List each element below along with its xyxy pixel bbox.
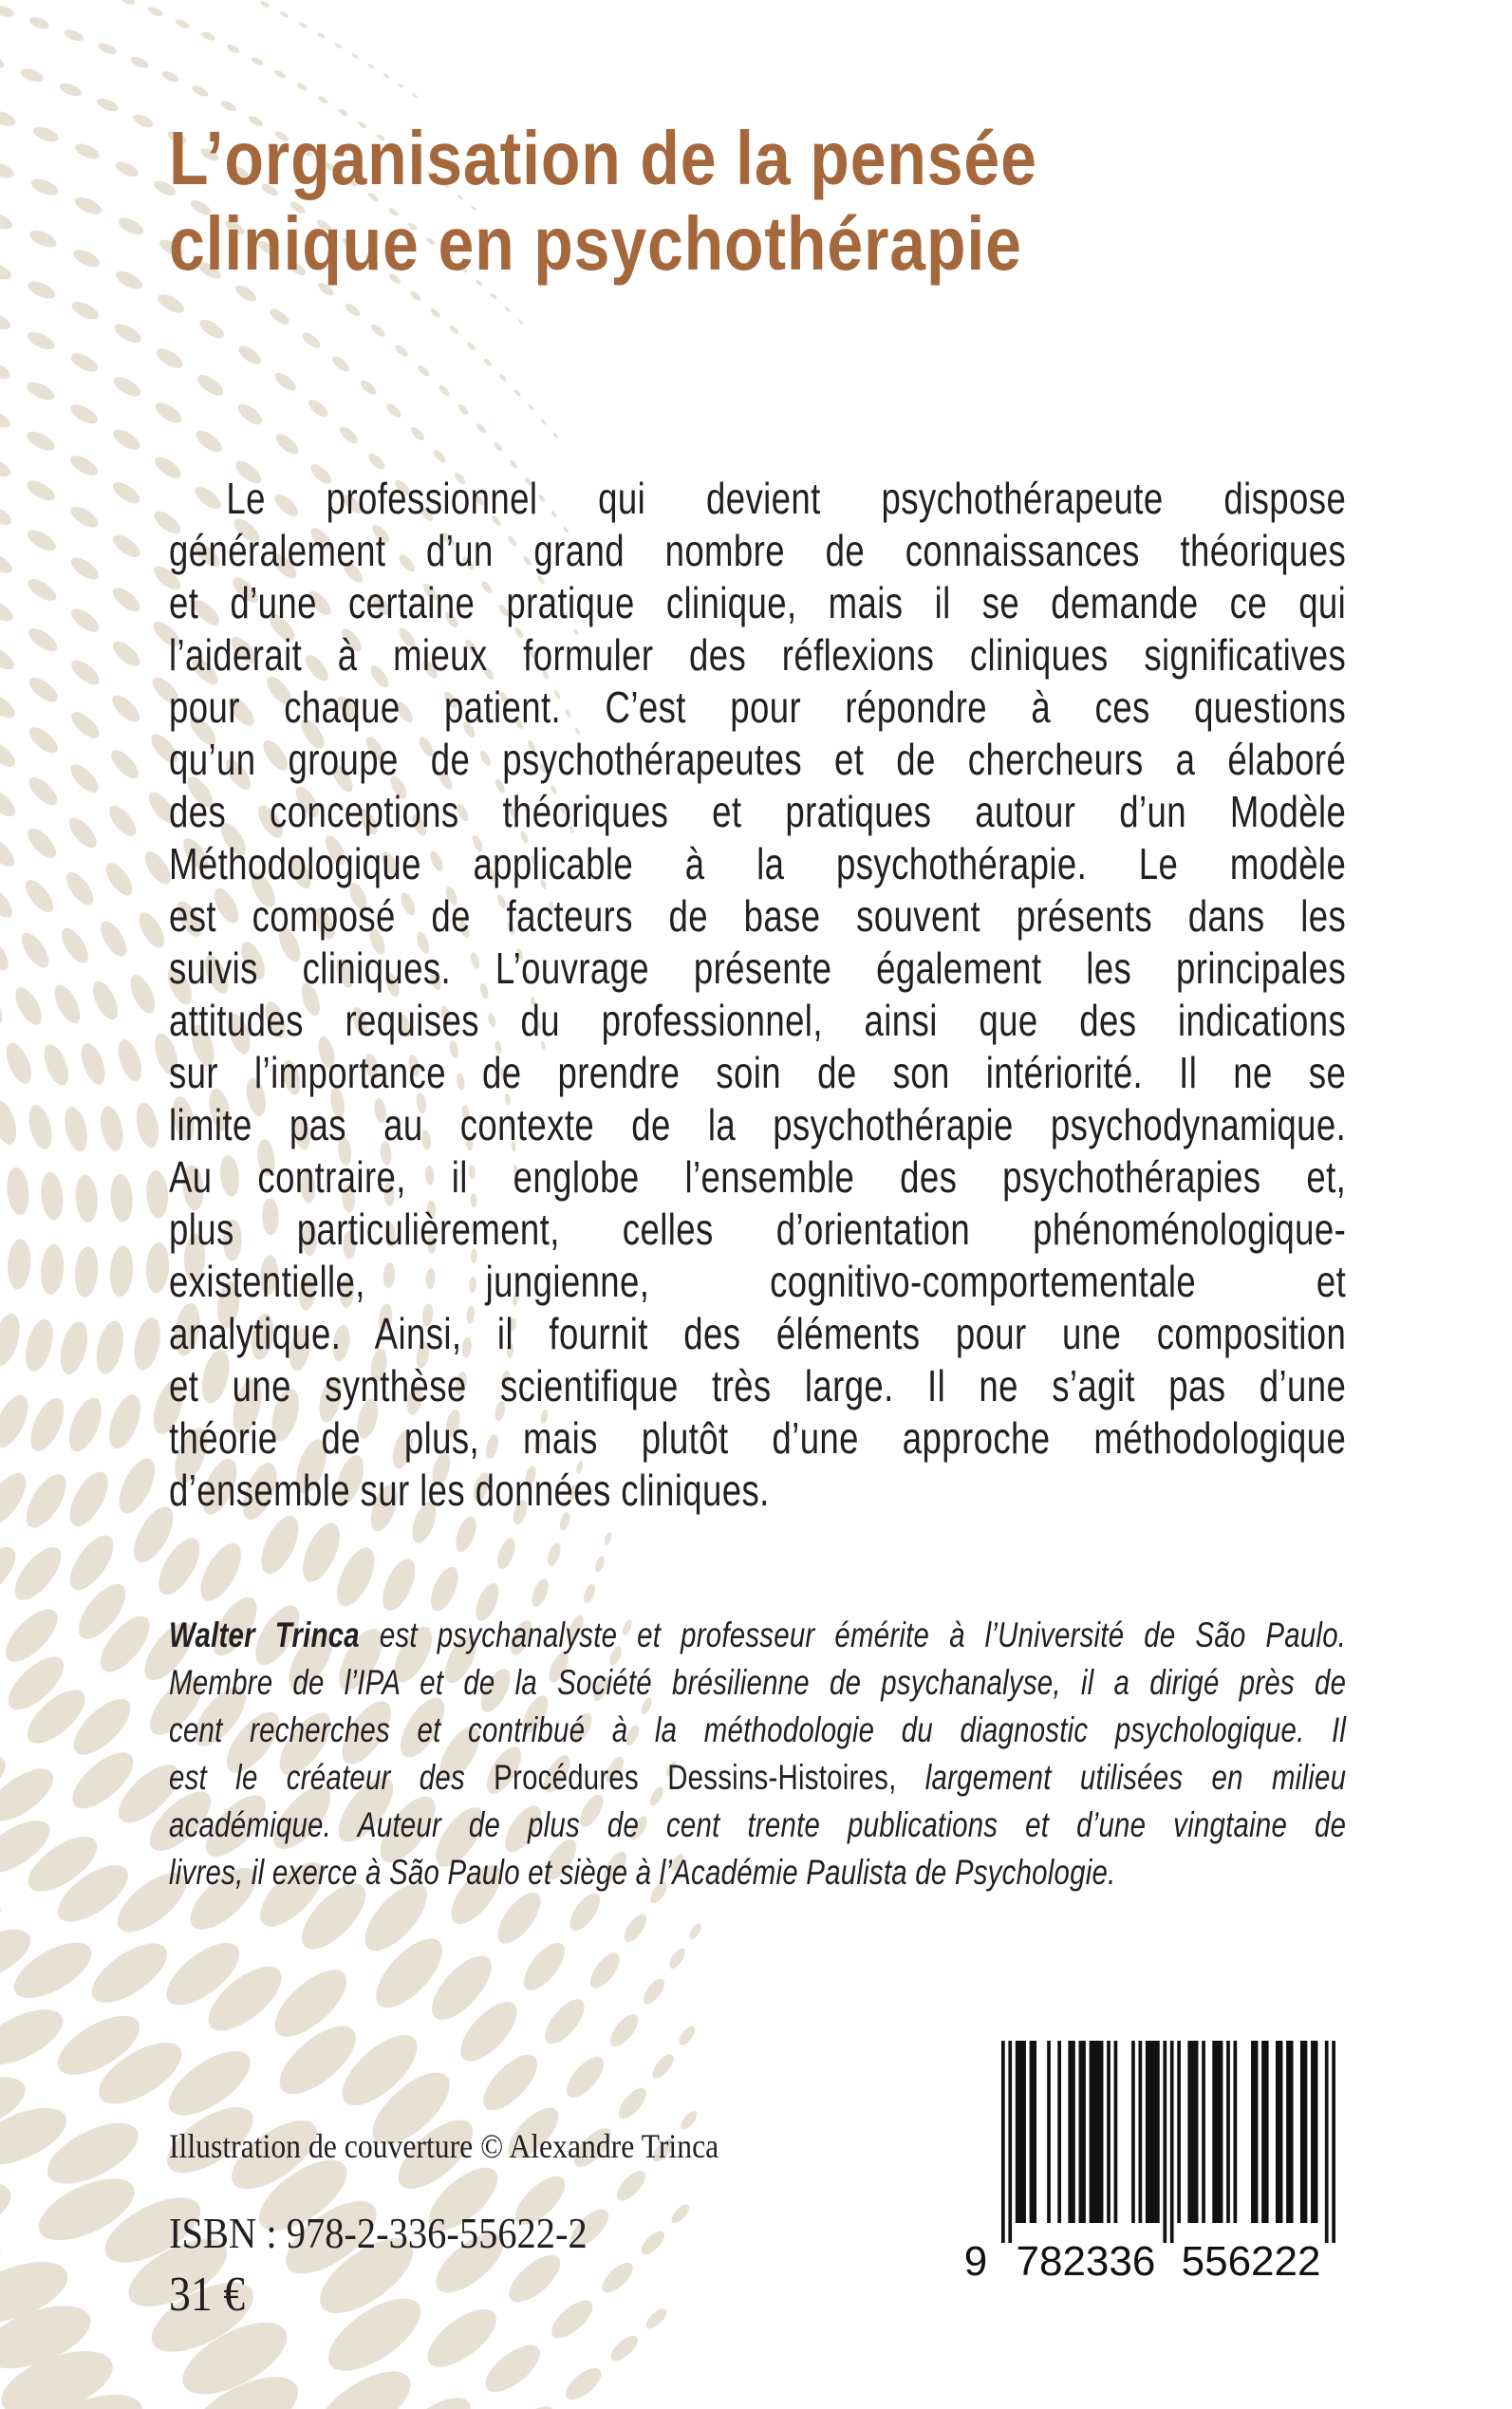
halftone-dot bbox=[432, 448, 448, 464]
halftone-dot bbox=[114, 1036, 146, 1084]
halftone-dot bbox=[527, 403, 534, 411]
halftone-dot bbox=[25, 773, 63, 810]
halftone-dot bbox=[593, 1555, 606, 1573]
halftone-dot bbox=[24, 428, 57, 455]
barcode-bar bbox=[1090, 2041, 1104, 2223]
halftone-dot bbox=[234, 401, 266, 428]
halftone-dot bbox=[517, 319, 524, 326]
halftone-dot bbox=[67, 553, 103, 584]
halftone-dot bbox=[0, 108, 18, 129]
synopsis-line: est composé de facteurs de base souvent présents dans les bbox=[169, 891, 1347, 941]
halftone-dot bbox=[0, 1098, 21, 1148]
halftone-dot bbox=[457, 402, 470, 416]
halftone-dot bbox=[493, 440, 504, 452]
halftone-dot bbox=[0, 1608, 8, 1675]
halftone-dot bbox=[268, 306, 292, 327]
halftone-dot bbox=[0, 737, 19, 771]
halftone-dot bbox=[110, 425, 143, 454]
halftone-dot bbox=[0, 1391, 35, 1453]
halftone-dot bbox=[116, 215, 146, 238]
halftone-dot bbox=[70, 246, 103, 271]
book-title-line-1: L’organisation de la pensée bbox=[169, 116, 1037, 200]
halftone-dot bbox=[67, 502, 102, 532]
halftone-dot bbox=[529, 1577, 551, 1609]
halftone-dot bbox=[552, 432, 559, 439]
halftone-dot bbox=[317, 95, 329, 105]
halftone-dot bbox=[516, 1936, 572, 1997]
halftone-dot bbox=[612, 2166, 650, 2205]
barcode-bar bbox=[1163, 2041, 1167, 2243]
halftone-dot bbox=[0, 832, 19, 871]
halftone-dot bbox=[279, 10, 289, 19]
halftone-dot bbox=[298, 21, 308, 29]
halftone-dot bbox=[0, 1311, 25, 1369]
barcode-bar bbox=[1251, 2041, 1258, 2223]
halftone-dot bbox=[69, 298, 102, 323]
halftone-dot bbox=[62, 1466, 115, 1532]
halftone-dot bbox=[412, 93, 419, 99]
author-bio-paragraph bbox=[169, 1612, 1346, 1896]
halftone-dot bbox=[330, 354, 352, 374]
ean13-barcode bbox=[961, 2041, 1340, 2280]
halftone-dot bbox=[66, 760, 103, 797]
bio-line: Walter Trinca est psychanalyste et professeur émérite à l’Université de São Paulo. bbox=[169, 1615, 1347, 1654]
halftone-dot bbox=[7, 1540, 69, 1608]
halftone-dot bbox=[83, 1933, 177, 2014]
isbn-label: ISBN : 978-2-336-55622-2 bbox=[169, 2209, 588, 2257]
halftone-dot bbox=[101, 859, 137, 900]
halftone-dot bbox=[329, 1542, 382, 1612]
halftone-dot bbox=[582, 1582, 598, 1605]
barcode-digit-lead: 9 bbox=[963, 2238, 988, 2280]
halftone-dot bbox=[67, 452, 101, 479]
halftone-dot bbox=[19, 66, 46, 84]
halftone-dot bbox=[437, 383, 451, 398]
halftone-dot bbox=[92, 1318, 128, 1376]
halftone-dot bbox=[513, 388, 522, 397]
halftone-dot bbox=[152, 399, 185, 427]
halftone-dot bbox=[74, 1174, 100, 1223]
halftone-dot bbox=[160, 69, 180, 84]
halftone-dot bbox=[16, 928, 54, 972]
halftone-dot bbox=[666, 1946, 688, 1971]
halftone-dot bbox=[73, 140, 102, 161]
barcode-bar bbox=[1008, 2041, 1012, 2243]
barcode-bar bbox=[1068, 2041, 1074, 2223]
synopsis-line: limite pas au contexte de la psychothérapie psychodynamique. bbox=[169, 1100, 1347, 1149]
halftone-dot bbox=[65, 813, 102, 852]
synopsis-line: Le professionnel qui devient psychothérapeute dispose bbox=[226, 474, 1347, 523]
halftone-dot bbox=[18, 1468, 73, 1535]
barcode-bar bbox=[1030, 2041, 1036, 2223]
halftone-dot bbox=[0, 159, 16, 181]
halftone-dot bbox=[57, 924, 94, 967]
halftone-dot bbox=[0, 501, 14, 529]
synopsis-line: analytique. Ainsi, il fournit des éléments pour une composition bbox=[169, 1309, 1347, 1358]
synopsis-line: théorie de plus, mais plutôt d’une approche méthodologique bbox=[169, 1413, 1347, 1463]
synopsis-line: l’aiderait à mieux formuler des réflexions cliniques significatives bbox=[169, 630, 1347, 680]
halftone-dot bbox=[113, 159, 140, 179]
halftone-dot bbox=[193, 1537, 250, 1607]
halftone-dot bbox=[95, 96, 120, 114]
barcode-bar bbox=[1212, 2041, 1223, 2223]
halftone-dot bbox=[108, 691, 144, 726]
halftone-dot bbox=[25, 624, 61, 655]
halftone-dot bbox=[597, 2258, 638, 2298]
synopsis-paragraph bbox=[169, 473, 1346, 1517]
halftone-dot bbox=[129, 55, 150, 70]
halftone-dot bbox=[103, 1391, 146, 1453]
barcode-bar bbox=[1226, 2041, 1230, 2223]
halftone-dot bbox=[0, 3, 15, 19]
halftone-dot bbox=[687, 1921, 704, 1941]
halftone-dot bbox=[25, 1103, 56, 1152]
halftone-dot bbox=[24, 379, 57, 404]
halftone-dot bbox=[77, 1040, 110, 1088]
halftone-dot bbox=[0, 549, 15, 577]
halftone-dot bbox=[108, 1245, 135, 1298]
halftone-dot bbox=[0, 1759, 62, 1831]
halftone-dot bbox=[585, 1949, 625, 1993]
halftone-dot bbox=[0, 643, 18, 674]
halftone-dot bbox=[112, 321, 144, 347]
halftone-dot bbox=[0, 406, 13, 431]
halftone-dot bbox=[316, 31, 326, 39]
synopsis-line: existentielle, jungienne, cognitivo-comportementale et bbox=[169, 1257, 1347, 1306]
halftone-dot bbox=[97, 1104, 126, 1153]
halftone-dot bbox=[306, 397, 330, 420]
barcode-bar bbox=[1325, 2041, 1329, 2243]
halftone-dot bbox=[1, 1039, 36, 1087]
halftone-dot bbox=[603, 1531, 612, 1545]
halftone-dot bbox=[0, 210, 14, 233]
halftone-dot bbox=[0, 983, 8, 1029]
halftone-dot bbox=[63, 28, 84, 44]
halftone-dot bbox=[637, 2227, 668, 2258]
halftone-dot bbox=[88, 978, 123, 1023]
halftone-dot bbox=[0, 690, 19, 723]
bio-line: est le créateur des Procédures Dessins-Histoires, largement utilisées en milieu bbox=[169, 1758, 1347, 1797]
halftone-dot bbox=[367, 63, 375, 69]
halftone-dot bbox=[73, 1245, 100, 1298]
halftone-dot bbox=[200, 30, 216, 43]
barcode-digits-right: 556222 bbox=[1181, 2238, 1321, 2280]
halftone-dot bbox=[131, 112, 155, 130]
halftone-dot bbox=[144, 1169, 169, 1219]
halftone-dot bbox=[475, 2046, 546, 2120]
halftone-dot bbox=[106, 746, 142, 783]
halftone-dot bbox=[196, 316, 227, 342]
halftone-dot bbox=[23, 824, 61, 863]
halftone-dot bbox=[337, 424, 361, 447]
halftone-dot bbox=[67, 656, 103, 689]
barcode-bar bbox=[1170, 2041, 1174, 2243]
barcode-bar bbox=[1114, 2041, 1118, 2223]
synopsis-line: d’ensemble sur les données cliniques. bbox=[169, 1466, 770, 1515]
halftone-dot bbox=[490, 292, 497, 300]
halftone-dot bbox=[21, 875, 59, 916]
barcode-bar bbox=[1300, 2041, 1307, 2223]
halftone-dot bbox=[452, 1514, 480, 1555]
halftone-dot bbox=[466, 341, 477, 351]
halftone-dot bbox=[498, 373, 508, 383]
book-title-line-2: clinique en psychothérapie bbox=[169, 201, 1022, 286]
halftone-dot bbox=[448, 324, 459, 335]
barcode-bar bbox=[1187, 2041, 1198, 2223]
halftone-dot bbox=[67, 605, 103, 636]
halftone-dot bbox=[67, 707, 103, 742]
halftone-dot bbox=[295, 1518, 347, 1587]
synopsis-line: généralement d’un grand nombre de connaissances théoriques bbox=[169, 526, 1347, 575]
barcode-bar bbox=[1079, 2041, 1086, 2223]
barcode-bar bbox=[1107, 2041, 1111, 2223]
halftone-dot bbox=[273, 68, 287, 80]
halftone-dot bbox=[25, 673, 62, 706]
barcode-bar bbox=[1047, 2041, 1051, 2223]
barcode-bar bbox=[1146, 2041, 1160, 2223]
halftone-dot bbox=[0, 596, 16, 626]
halftone-dot bbox=[425, 1563, 463, 1615]
halftone-dot bbox=[272, 369, 299, 394]
halftone-dot bbox=[144, 1242, 170, 1294]
halftone-dot bbox=[620, 1911, 650, 1946]
halftone-dot bbox=[24, 526, 59, 554]
halftone-dot bbox=[560, 2362, 607, 2405]
halftone-dot bbox=[607, 2331, 642, 2365]
halftone-dot bbox=[369, 322, 387, 338]
halftone-dot bbox=[0, 784, 20, 821]
halftone-dot bbox=[154, 345, 186, 372]
halftone-dot bbox=[409, 289, 422, 303]
bio-line: Membre de l’IPA et de la Société brésilienne de psychanalyse, il a dirigé près de bbox=[169, 1663, 1347, 1702]
halftone-dot bbox=[409, 425, 426, 442]
halftone-dot bbox=[494, 1536, 518, 1571]
halftone-dot bbox=[334, 42, 343, 49]
halftone-dot bbox=[109, 584, 144, 616]
halftone-dot bbox=[300, 329, 323, 350]
halftone-dot bbox=[111, 373, 144, 401]
halftone-dot bbox=[383, 73, 390, 80]
halftone-dot bbox=[24, 1393, 70, 1456]
halftone-dot bbox=[0, 309, 13, 333]
halftone-dot bbox=[97, 41, 119, 56]
halftone-dot bbox=[109, 637, 144, 670]
synopsis-line: et une synthèse scientifique très large. Il ne s’agit pas d’une bbox=[169, 1361, 1347, 1410]
halftone-dot bbox=[96, 917, 132, 961]
halftone-dot bbox=[358, 378, 378, 397]
halftone-dot bbox=[39, 1171, 65, 1221]
halftone-dot bbox=[125, 971, 159, 1017]
halftone-dot bbox=[175, 18, 191, 30]
halftone-dot bbox=[61, 1105, 91, 1154]
halftone-dot bbox=[27, 227, 59, 251]
halftone-dot bbox=[21, 1317, 58, 1374]
halftone-dot bbox=[25, 722, 62, 757]
synopsis-line: et d’une certaine pratique clinique, mais il se demande ce qui bbox=[169, 578, 1347, 627]
halftone-dot bbox=[351, 52, 360, 59]
synopsis-line: sur l’importance de prendre soin de son intériorité. Il ne se bbox=[169, 1048, 1347, 1097]
halftone-dot bbox=[109, 478, 143, 508]
halftone-dot bbox=[344, 301, 363, 318]
halftone-dot bbox=[0, 260, 13, 283]
synopsis-line: Méthodologique applicable à la psychothérapie. Le modèle bbox=[169, 839, 1347, 888]
halftone-dot bbox=[28, 176, 60, 198]
halftone-dot bbox=[259, 0, 271, 9]
halftone-dot bbox=[0, 2171, 18, 2250]
halftone-dot bbox=[49, 981, 85, 1027]
barcode-bar bbox=[1001, 2041, 1005, 2243]
halftone-dot bbox=[58, 81, 84, 99]
halftone-dot bbox=[68, 349, 101, 375]
barcode-bar bbox=[1177, 2041, 1181, 2223]
halftone-dot bbox=[509, 458, 519, 469]
halftone-dot bbox=[540, 418, 548, 425]
halftone-dot bbox=[560, 2051, 610, 2103]
halftone-dot bbox=[112, 1453, 162, 1519]
halftone-dot bbox=[504, 306, 512, 313]
barcode-bar bbox=[1131, 2041, 1135, 2223]
halftone-dot bbox=[219, 99, 237, 113]
halftone-dot bbox=[0, 455, 13, 480]
halftone-dot bbox=[478, 2337, 548, 2400]
halftone-dot bbox=[640, 1975, 668, 2008]
halftone-dot bbox=[24, 476, 58, 504]
halftone-dot bbox=[28, 15, 50, 31]
synopsis-line: suivis cliniques. L’ouvrage présente également les principales bbox=[169, 943, 1347, 993]
barcode-bar bbox=[1234, 2041, 1238, 2223]
synopsis-line: des conceptions théoriques et pratiques autour d’un Modèle bbox=[169, 787, 1347, 836]
barcode-bar bbox=[1202, 2041, 1205, 2223]
halftone-dot bbox=[63, 1393, 108, 1456]
halftone-dot bbox=[606, 2009, 644, 2050]
barcode-digits-left: 782336 bbox=[1016, 2238, 1156, 2280]
halftone-dot bbox=[5, 1167, 31, 1217]
barcode-bar bbox=[1057, 2041, 1061, 2223]
halftone-dot bbox=[193, 427, 226, 457]
halftone-dot bbox=[109, 531, 143, 561]
halftone-dot bbox=[253, 1510, 306, 1579]
halftone-dot bbox=[250, 56, 264, 67]
halftone-dot bbox=[6, 1238, 32, 1290]
halftone-dot bbox=[39, 1041, 73, 1089]
halftone-dot bbox=[393, 343, 409, 359]
halftone-dot bbox=[419, 2299, 506, 2378]
synopsis-line: plus particulièrement, celles d’orientation phénoménologique- bbox=[169, 1204, 1347, 1254]
synopsis-line: qu’un groupe de psychothérapeutes et de chercheurs a élaboré bbox=[169, 735, 1347, 784]
halftone-dot bbox=[109, 1173, 134, 1223]
halftone-dot bbox=[235, 343, 264, 367]
halftone-dot bbox=[668, 2201, 692, 2226]
barcode-bar bbox=[1276, 2041, 1282, 2223]
halftone-dot bbox=[134, 908, 169, 952]
halftone-dot bbox=[476, 422, 488, 435]
halftone-dot bbox=[0, 882, 17, 923]
price-label: 31 € bbox=[169, 2268, 246, 2322]
halftone-dot bbox=[545, 1541, 563, 1568]
bio-line: livres, il exerce à São Paulo et siège à l’Académie Paulista de Psychologie. bbox=[169, 1853, 1116, 1892]
halftone-dot bbox=[191, 84, 210, 99]
halftone-dot bbox=[25, 328, 57, 353]
barcode-bar bbox=[1261, 2041, 1268, 2223]
halftone-dot bbox=[130, 1315, 164, 1373]
halftone-dot bbox=[26, 278, 58, 302]
halftone-dot bbox=[614, 2083, 651, 2123]
halftone-dot bbox=[0, 932, 13, 975]
halftone-dot bbox=[295, 82, 308, 92]
halftone-dot bbox=[226, 43, 241, 54]
bio-line: cent recherches et contribué à la méthodologie du diagnostic psychologique. Il bbox=[169, 1710, 1347, 1749]
halftone-dot bbox=[39, 1243, 65, 1296]
halftone-dot bbox=[643, 2306, 670, 2332]
halftone-dot bbox=[429, 307, 441, 319]
halftone-dot bbox=[155, 290, 187, 317]
barcode-bar bbox=[1016, 2041, 1026, 2223]
barcode-bar bbox=[1332, 2041, 1335, 2243]
halftone-dot bbox=[104, 801, 140, 840]
halftone-dot bbox=[194, 371, 226, 400]
barcode-bar bbox=[1139, 2041, 1143, 2223]
barcode-bar bbox=[1286, 2041, 1293, 2223]
halftone-dot bbox=[376, 1554, 421, 1615]
halftone-dot bbox=[676, 2024, 698, 2048]
halftone-dot bbox=[482, 357, 493, 367]
halftone-dot bbox=[147, 6, 164, 18]
halftone-dot bbox=[0, 53, 6, 71]
halftone-dot bbox=[55, 1318, 92, 1376]
halftone-dot bbox=[10, 983, 47, 1029]
synopsis-line: pour chaque patient. C’est pour répondre à ces questions bbox=[169, 682, 1347, 732]
halftone-dot bbox=[113, 268, 145, 293]
halftone-dot bbox=[133, 1101, 162, 1149]
halftone-dot bbox=[366, 451, 388, 473]
halftone-dot bbox=[62, 868, 99, 909]
halftone-dot bbox=[67, 401, 101, 427]
halftone-dot bbox=[416, 364, 431, 379]
halftone-dot bbox=[31, 123, 61, 144]
halftone-dot bbox=[0, 358, 12, 383]
cover-illustration-credit: Illustration de couverture © Alexandre Trinca bbox=[169, 2127, 719, 2165]
halftone-dot bbox=[546, 2294, 599, 2344]
halftone-dot bbox=[384, 402, 403, 420]
synopsis-line: attitudes requises du professionnel, ainsi que des indications bbox=[169, 996, 1347, 1045]
barcode-bar bbox=[1311, 2041, 1317, 2223]
halftone-dot bbox=[272, 431, 301, 458]
halftone-dot bbox=[398, 83, 404, 88]
halftone-dot bbox=[649, 2051, 678, 2082]
halftone-dot bbox=[501, 2400, 560, 2409]
book-title bbox=[169, 116, 1037, 287]
halftone-dot bbox=[72, 194, 103, 217]
halftone-dot bbox=[119, 0, 137, 7]
halftone-dot bbox=[538, 1993, 591, 2050]
synopsis-line: Au contraire, il englobe l’ensemble des psychothérapies et, bbox=[169, 1152, 1347, 1202]
bio-line: académique. Auteur de plus de cent trente publications et d’une vingtaine de bbox=[169, 1805, 1347, 1844]
halftone-dot bbox=[25, 575, 60, 606]
